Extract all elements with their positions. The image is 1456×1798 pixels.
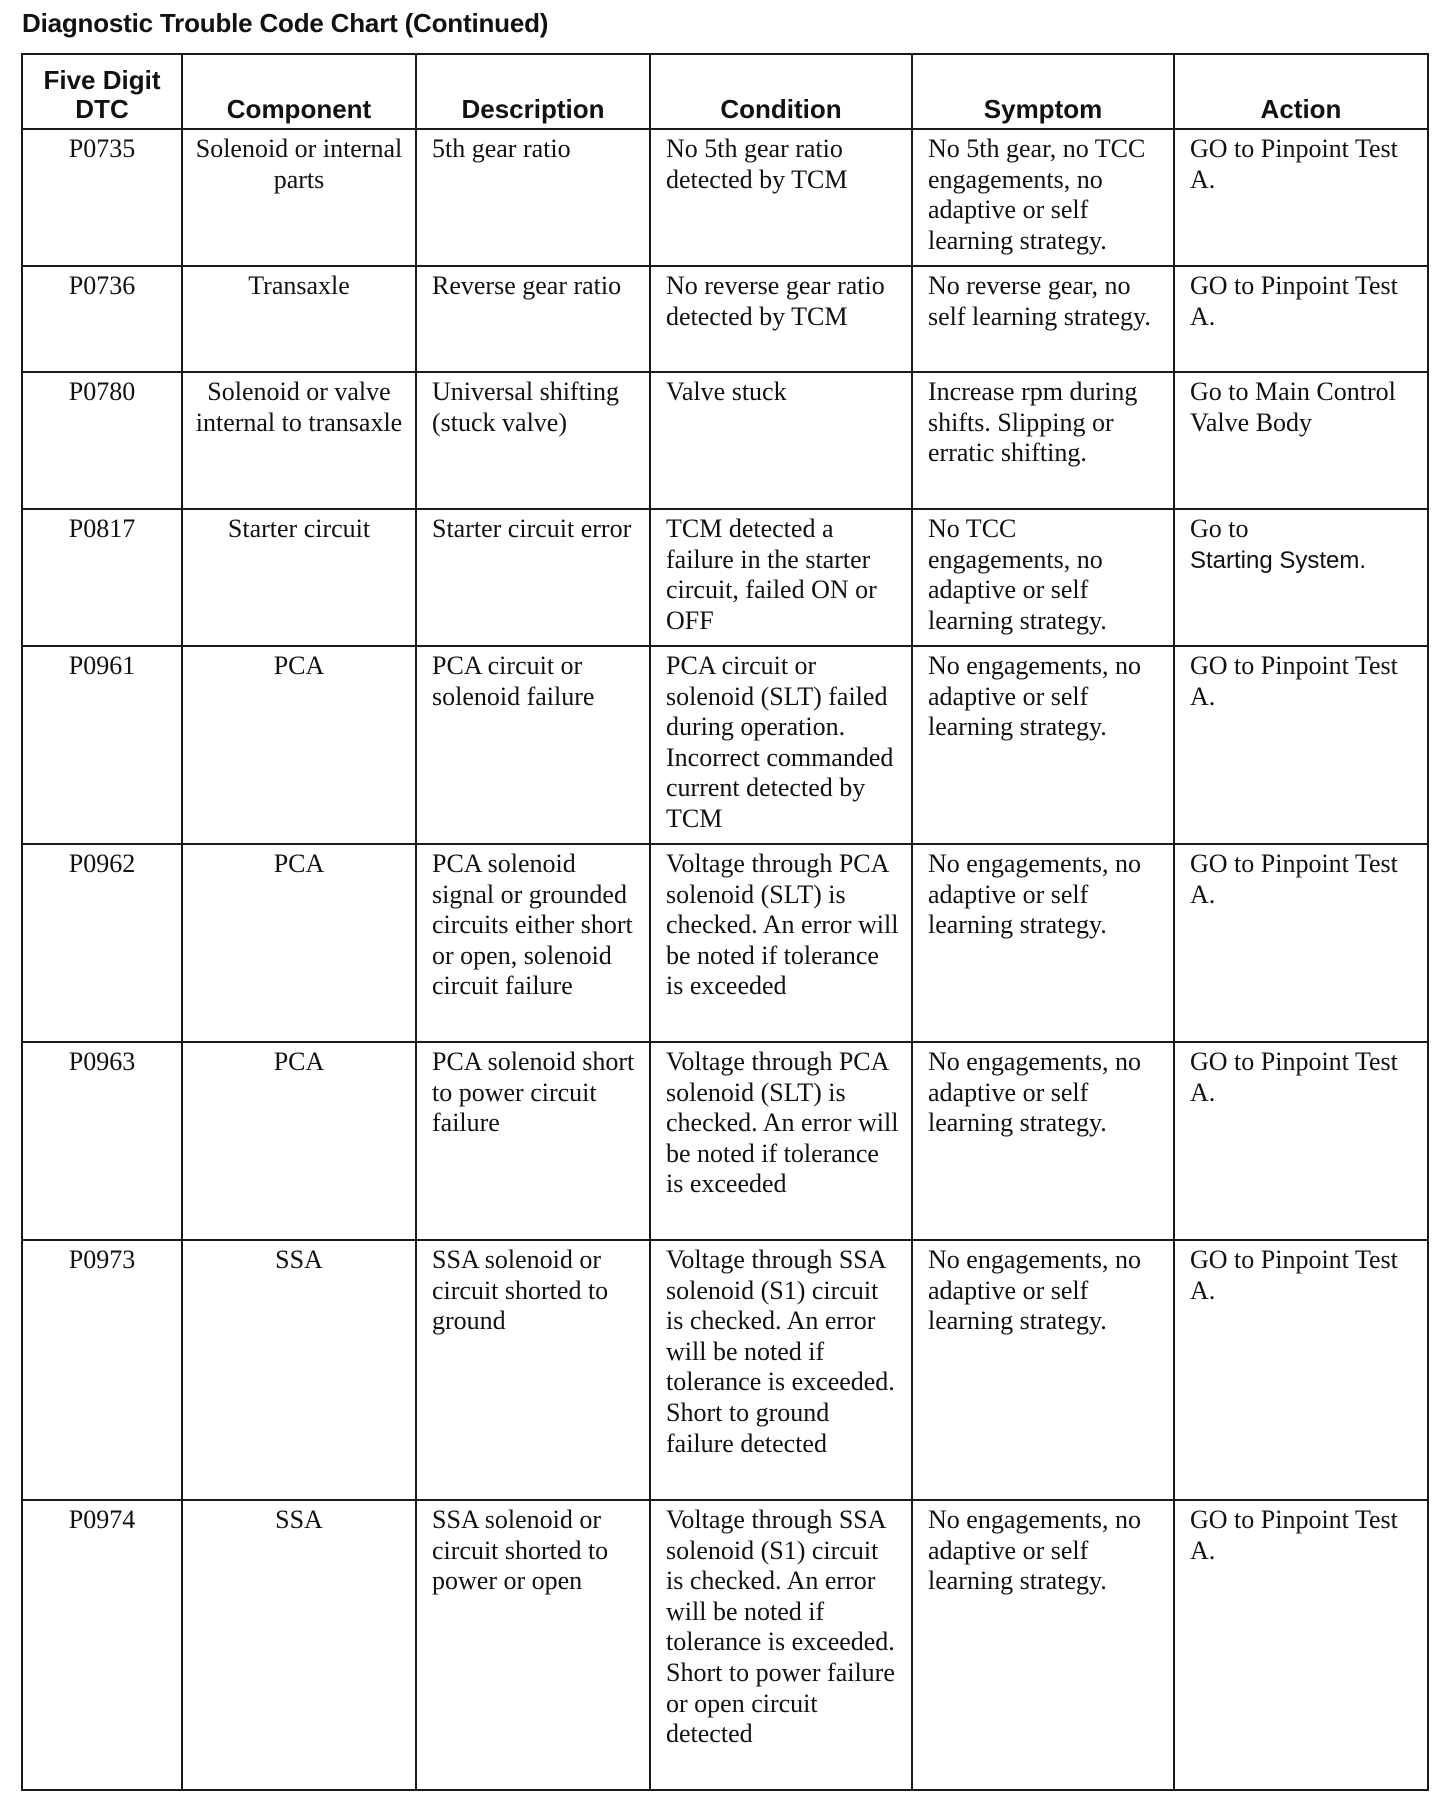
component-cell: Solenoid or internal parts	[182, 129, 416, 266]
symptom-cell: Increase rpm during shifts. Slipping or erratic shifting.	[912, 372, 1174, 509]
table-row	[22, 646, 1428, 844]
dtc-code-cell: P0973	[22, 1240, 182, 1500]
dtc-code-cell: P0962	[22, 844, 182, 1042]
condition-cell: Voltage through SSA solenoid (S1) circuit is checked. An error will be noted if tolerance is exceeded. Short to power failure or open circuit detected	[650, 1500, 912, 1790]
table-row	[22, 372, 1428, 509]
description-cell: PCA solenoid signal or grounded circuits either short or open, solenoid circuit failure	[416, 844, 650, 1042]
symptom-cell: No 5th gear, no TCC engagements, no adaptive or self learning strategy.	[912, 129, 1174, 266]
symptom-cell: No engagements, no adaptive or self learning strategy.	[912, 1042, 1174, 1240]
component-cell: PCA	[182, 844, 416, 1042]
component-cell: Starter circuit	[182, 509, 416, 646]
description-cell: SSA solenoid or circuit shorted to ground	[416, 1240, 650, 1500]
component-cell: PCA	[182, 646, 416, 844]
action-cell: GO to Pinpoint Test A.	[1174, 646, 1428, 844]
description-cell: PCA solenoid short to power circuit failure	[416, 1042, 650, 1240]
table-header-row	[22, 54, 1428, 129]
header-symptom: Symptom	[912, 54, 1174, 129]
component-cell: SSA	[182, 1240, 416, 1500]
description-cell: 5th gear ratio	[416, 129, 650, 266]
dtc-code-cell: P0817	[22, 509, 182, 646]
condition-cell: Voltage through PCA solenoid (SLT) is checked. An error will be noted if tolerance is exceeded	[650, 844, 912, 1042]
description-cell: Universal shifting (stuck valve)	[416, 372, 650, 509]
condition-cell: No reverse gear ratio detected by TCM	[650, 266, 912, 372]
condition-cell: No 5th gear ratio detected by TCM	[650, 129, 912, 266]
action-cell: GO to Pinpoint Test A.	[1174, 1500, 1428, 1790]
action-cell: Go to Main Control Valve Body	[1174, 372, 1428, 509]
action-cell	[1174, 509, 1428, 646]
action-cell: GO to Pinpoint Test A.	[1174, 1042, 1428, 1240]
action-cell: GO to Pinpoint Test A.	[1174, 844, 1428, 1042]
symptom-cell: No engagements, no adaptive or self learning strategy.	[912, 1240, 1174, 1500]
table-row	[22, 1500, 1428, 1790]
action-text-line2: Starting System.	[1190, 546, 1367, 574]
dtc-table	[21, 53, 1429, 1791]
header-description: Description	[416, 54, 650, 129]
action-cell: GO to Pinpoint Test A.	[1174, 129, 1428, 266]
header-five-digit-dtc: Five Digit DTC	[22, 54, 182, 129]
header-component: Component	[182, 54, 416, 129]
symptom-cell: No TCC engagements, no adaptive or self learning strategy.	[912, 509, 1174, 646]
table-row	[22, 1042, 1428, 1240]
dtc-code-cell: P0974	[22, 1500, 182, 1790]
table-row	[22, 1240, 1428, 1500]
table-row	[22, 129, 1428, 266]
condition-cell: Voltage through PCA solenoid (SLT) is checked. An error will be noted if tolerance is exceeded	[650, 1042, 912, 1240]
page-title: Diagnostic Trouble Code Chart (Continued)	[22, 8, 549, 38]
condition-cell: Valve stuck	[650, 372, 912, 509]
condition-cell: PCA circuit or solenoid (SLT) failed during operation. Incorrect commanded current detected by TCM	[650, 646, 912, 844]
header-action: Action	[1174, 54, 1428, 129]
dtc-code-cell: P0736	[22, 266, 182, 372]
component-cell: PCA	[182, 1042, 416, 1240]
condition-cell: TCM detected a failure in the starter circuit, failed ON or OFF	[650, 509, 912, 646]
description-cell: Starter circuit error	[416, 509, 650, 646]
condition-cell: Voltage through SSA solenoid (S1) circuit is checked. An error will be noted if tolerance is exceeded. Short to ground failure detected	[650, 1240, 912, 1500]
dtc-code-cell: P0961	[22, 646, 182, 844]
symptom-cell: No engagements, no adaptive or self learning strategy.	[912, 1500, 1174, 1790]
header-condition: Condition	[650, 54, 912, 129]
action-cell: GO to Pinpoint Test A.	[1174, 1240, 1428, 1500]
description-cell: Reverse gear ratio	[416, 266, 650, 372]
table-row	[22, 509, 1428, 646]
action-cell: GO to Pinpoint Test A.	[1174, 266, 1428, 372]
description-cell: SSA solenoid or circuit shorted to power or open	[416, 1500, 650, 1790]
component-cell: Transaxle	[182, 266, 416, 372]
dtc-code-cell: P0735	[22, 129, 182, 266]
component-cell: SSA	[182, 1500, 416, 1790]
description-cell: PCA circuit or solenoid failure	[416, 646, 650, 844]
table-row	[22, 844, 1428, 1042]
dtc-code-cell: P0780	[22, 372, 182, 509]
table-row	[22, 266, 1428, 372]
component-cell: Solenoid or valve internal to transaxle	[182, 372, 416, 509]
symptom-cell: No engagements, no adaptive or self learning strategy.	[912, 844, 1174, 1042]
action-text: Go to	[1190, 514, 1249, 543]
symptom-cell: No reverse gear, no self learning strategy.	[912, 266, 1174, 372]
dtc-code-cell: P0963	[22, 1042, 182, 1240]
symptom-cell: No engagements, no adaptive or self learning strategy.	[912, 646, 1174, 844]
